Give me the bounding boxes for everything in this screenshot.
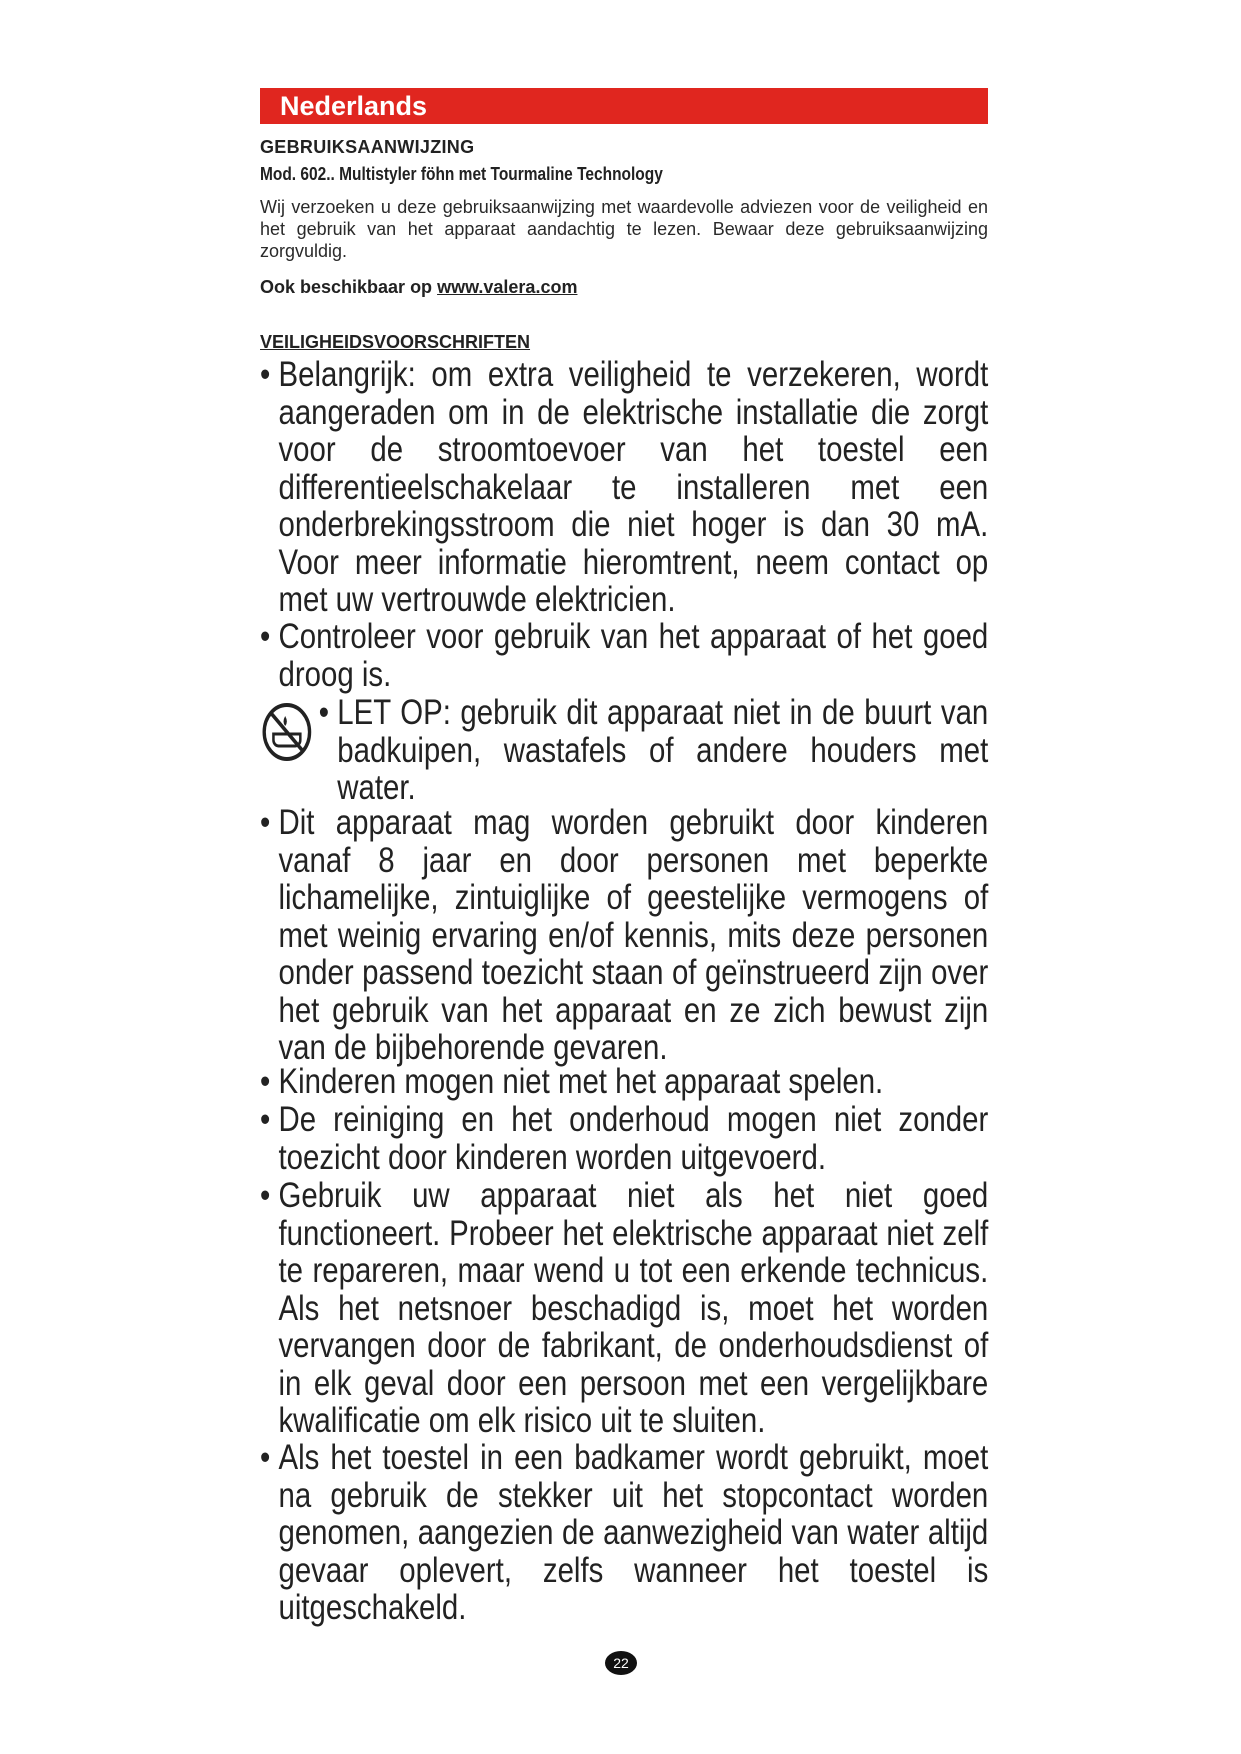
no-water-bathtub-icon (260, 700, 314, 764)
website-link[interactable]: www.valera.com (437, 277, 578, 297)
bullet: • (260, 1438, 271, 1477)
safety-item-5 (260, 1063, 988, 1101)
bullet: • (260, 1062, 271, 1101)
safety-item-7 (260, 1177, 988, 1440)
availability-line (260, 277, 577, 298)
safety-item-6 (260, 1101, 988, 1176)
page-number: 22 (605, 1651, 637, 1675)
safety-item-2 (260, 618, 988, 693)
model-subtitle: Mod. 602.. Multistyler föhn met Tourmaline Technology (260, 164, 663, 184)
item-text: Als het toestel in een badkamer wordt gebruikt, moet na gebruik de stekker uit het stopcontact worden genomen, aangezien de aanwezigheid van water altijd gevaar oplevert, zelfs wanneer het toestel is uitgeschakeld. (278, 1438, 989, 1627)
bullet: • (260, 1100, 271, 1139)
safety-item-1 (260, 356, 988, 619)
bullet: • (260, 1176, 271, 1215)
safety-heading: VEILIGHEIDSVOORSCHRIFTEN (260, 332, 531, 352)
safety-item-4 (260, 804, 988, 1067)
bullet: • (260, 803, 271, 842)
safety-item-3 (260, 694, 988, 807)
safety-item-8 (260, 1439, 988, 1627)
item-text: LET OP: gebruik dit apparaat niet in de buurt van badkuipen, wastafels of andere houders met water. (337, 693, 989, 807)
availability-prefix: Ook beschikbaar op (260, 277, 438, 297)
item-text: De reiniging en het onderhoud mogen niet zonder toezicht door kinderen worden uitgevoerd. (278, 1100, 989, 1177)
item-text: Controleer voor gebruik van het apparaat of het goed droog is. (278, 617, 989, 694)
intro-paragraph: Wij verzoeken u deze gebruiksaanwijzing met waardevolle adviezen voor de veiligheid en het gebruik van het apparaat aandachtig te lezen. Bewaar deze gebruiksaanwijzing zorgvuldig. (260, 197, 988, 261)
document-title: GEBRUIKSAANWIJZING (260, 137, 475, 157)
item-text: Belangrijk: om extra veiligheid te verzekeren, wordt aangeraden om in de elektrische installatie die zorgt voor de stroomtoevoer van het toestel een differentieelschakelaar te installeren met een onderbrekingsstroom die niet hoger is dan 30 mA. Voor meer informatie hieromtrent, neem contact op met uw vertrouwde elektricien. (278, 355, 989, 619)
item-text: Gebruik uw apparaat niet als het niet goed functioneert. Probeer het elektrische apparaat niet zelf te repareren, maar wend u tot een erkende technicus. Als het netsnoer beschadigd is, moet het worden vervangen door de fabrikant, de onderhoudsdienst of in elk geval door een persoon met een vergelijkbare kwalificatie om elk risico uit te sluiten. (278, 1176, 989, 1440)
language-header: Nederlands (260, 88, 988, 124)
item-text: Dit apparaat mag worden gebruikt door kinderen vanaf 8 jaar en door personen met beperkte lichamelijke, zintuiglijke of geestelijke vermogens of met weinig ervaring en/of kennis, mits deze personen onder passend toezicht staan of geïnstrueerd zijn over het gebruik van het apparaat en ze zich bewust zijn van de bijbehorende gevaren. (278, 803, 989, 1067)
bullet: • (260, 355, 271, 394)
bullet: • (260, 617, 271, 656)
item-text: Kinderen mogen niet met het apparaat spelen. (278, 1062, 884, 1101)
bullet: • (318, 693, 330, 732)
